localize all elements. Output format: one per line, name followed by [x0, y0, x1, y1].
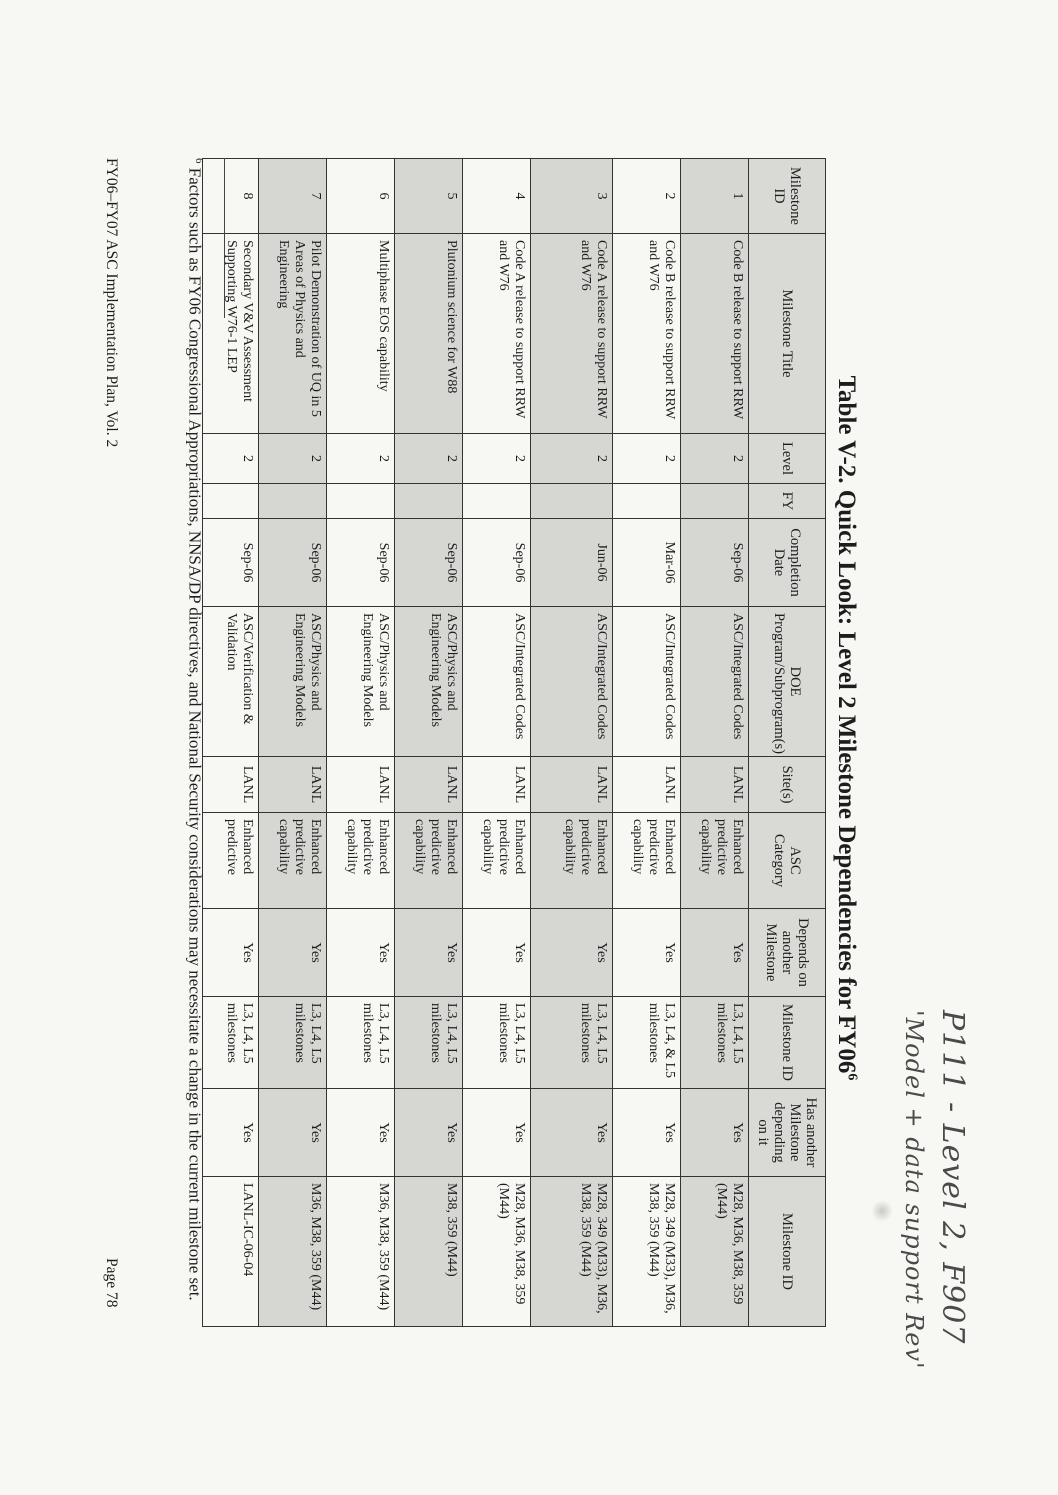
table-cell: Yes [395, 909, 463, 997]
table-cell: Sep-06 [259, 519, 327, 607]
table-cell: ASC/Physics and Engineering Models [395, 607, 463, 757]
table-cell: 2 [613, 434, 681, 484]
table-cell: Yes [259, 909, 327, 997]
table-cell: 5 [395, 159, 463, 234]
table-cell: Yes [463, 1089, 531, 1177]
table-cell: LANL [259, 757, 327, 813]
table-row [203, 159, 259, 1327]
header-cell: ASC Category [749, 813, 826, 909]
footnote-text: Factors such as FY06 Congressional Appropriations, NNSA/DP directives, and National Security considerations may necessitate a change in the current milestone set. [185, 167, 205, 1301]
table-cell: Secondary V&V Assessment Supporting W76-1 LEP [203, 234, 259, 434]
table-cell: Yes [613, 909, 681, 997]
table-cell: L3, L4, L5 milestones [395, 997, 463, 1089]
table-body [203, 159, 749, 1327]
table-cell: ASC/Physics and Engineering Models [259, 607, 327, 757]
table-cell: L3, L4, L5 milestones [681, 997, 749, 1089]
table-cell: Sep-06 [203, 519, 259, 607]
table-cell: 8 [203, 159, 259, 234]
footnote-divider [224, 158, 225, 318]
header-cell: Milestone Title [749, 234, 826, 434]
header-cell: Level [749, 434, 826, 484]
table-row [259, 159, 327, 1327]
table-cell: LANL [613, 757, 681, 813]
table-cell: LANL [395, 757, 463, 813]
table-row [327, 159, 395, 1327]
header-cell: Completion Date [749, 519, 826, 607]
table-cell [531, 484, 613, 519]
table-cell: Enhanced predictive capability [531, 813, 613, 909]
header-cell: DOE Program/Subprogram(s) [749, 607, 826, 757]
table-cell: LANL [327, 757, 395, 813]
table-cell: Plutonium science for W88 [395, 234, 463, 434]
handwritten-note-line1: P111 - Level 2, F907 [935, 1010, 970, 1345]
table-cell: M28, M36, M38, 359 (M44) [681, 1177, 749, 1327]
table-cell: Yes [531, 909, 613, 997]
table-cell: 2 [395, 434, 463, 484]
milestone-dependencies-table [202, 158, 826, 1327]
table-cell: Yes [681, 909, 749, 997]
table-cell: L3, L4, L5 milestones [463, 997, 531, 1089]
table-cell: Code A release to support RRW and W76 [463, 234, 531, 434]
table-cell: Enhanced predictive capability [681, 813, 749, 909]
table-cell: ASC/Integrated Codes [531, 607, 613, 757]
footer-document-title: FY06–FY07 ASC Implementation Plan, Vol. 2 [103, 158, 120, 448]
header-cell: Has another Milestone depending on it [749, 1089, 826, 1177]
table-cell: M28, 349 (M33), M36, M38, 359 (M44) [531, 1177, 613, 1327]
milestone-table-container [202, 158, 826, 1326]
table-cell: L3, L4, L5 milestones [203, 997, 259, 1089]
table-cell: Mar-06 [613, 519, 681, 607]
table-cell: Yes [463, 909, 531, 997]
table-cell: M36, M38, 359 (M44) [259, 1177, 327, 1327]
table-cell: L3, L4, L5 milestones [327, 997, 395, 1089]
table-cell: ASC/Integrated Codes [463, 607, 531, 757]
header-cell: FY [749, 484, 826, 519]
handwritten-note-line2: 'Model + data support Rev' [900, 1010, 928, 1370]
table-header-row [749, 159, 826, 1327]
table-cell: Yes [531, 1089, 613, 1177]
table-row [463, 159, 531, 1327]
table-cell [203, 484, 259, 519]
table-cell: ASC/Integrated Codes [681, 607, 749, 757]
table-cell: ASC/Verification & Validation [203, 607, 259, 757]
footer-page-number: Page 78 [103, 1258, 120, 1308]
header-cell: Depends on another Milestone [749, 909, 826, 997]
table-cell: LANL-IC-06-04 [203, 1177, 259, 1327]
table-cell: 2 [463, 434, 531, 484]
table-row [531, 159, 613, 1327]
header-cell: Milestone ID [749, 159, 826, 234]
table-cell: Yes [203, 1089, 259, 1177]
table-cell: Enhanced predictive capability [327, 813, 395, 909]
table-cell [259, 484, 327, 519]
table-title-text: Table V-2. Quick Look: Level 2 Milestone Dependencies for FY06 [833, 375, 860, 1074]
table-cell: 3 [531, 159, 613, 234]
table-cell: LANL [531, 757, 613, 813]
header-cell: Milestone ID [749, 1177, 826, 1327]
table-cell: Yes [395, 1089, 463, 1177]
header-cell: Milestone ID [749, 997, 826, 1089]
scan-smudge [871, 1200, 893, 1222]
table-cell: 1 [681, 159, 749, 234]
table-cell: Pilot Demonstration of UQ in 5 Areas of Physics and Engineering [259, 234, 327, 434]
table-cell: Code B release to support RRW and W76 [613, 234, 681, 434]
table-cell: 2 [681, 434, 749, 484]
title-footnote-mark: 6 [844, 1073, 860, 1081]
table-cell: Multiphase EOS capability [327, 234, 395, 434]
table-cell [463, 484, 531, 519]
table-cell: M38, 359 (M44) [395, 1177, 463, 1327]
table-cell: Yes [327, 909, 395, 997]
table-cell: Sep-06 [327, 519, 395, 607]
table-cell: 2 [203, 434, 259, 484]
table-title [832, 128, 860, 1328]
table-cell [681, 484, 749, 519]
table-cell: LANL [463, 757, 531, 813]
table-cell: Enhanced predictive capability [463, 813, 531, 909]
table-cell: Yes [327, 1089, 395, 1177]
table-row [395, 159, 463, 1327]
table-cell: LANL [681, 757, 749, 813]
table-cell: Sep-06 [463, 519, 531, 607]
table-cell [327, 484, 395, 519]
table-cell: 2 [613, 159, 681, 234]
table-cell [395, 484, 463, 519]
table-cell [613, 484, 681, 519]
table-cell: M36, M38, 359 (M44) [327, 1177, 395, 1327]
table-cell: Sep-06 [395, 519, 463, 607]
table-cell: 6 [327, 159, 395, 234]
table-cell: L3, L4, & L5 milestones [613, 997, 681, 1089]
table-cell: Code B release to support RRW [681, 234, 749, 434]
table-cell: Yes [203, 909, 259, 997]
table-cell: Enhanced predictive capability [259, 813, 327, 909]
table-row [681, 159, 749, 1327]
header-cell: Site(s) [749, 757, 826, 813]
table-cell: Jun-06 [531, 519, 613, 607]
table-cell: L3, L4, L5 milestones [259, 997, 327, 1089]
table-cell: 2 [531, 434, 613, 484]
table-cell: Sep-06 [681, 519, 749, 607]
table-cell: ASC/Integrated Codes [613, 607, 681, 757]
table-cell: M28, 349 (M33), M36, M38, 359 (M44) [613, 1177, 681, 1327]
table-cell: Enhanced predictive capability [613, 813, 681, 909]
table-cell: 2 [259, 434, 327, 484]
table-cell: Yes [259, 1089, 327, 1177]
table-cell: Enhanced predictive capability [395, 813, 463, 909]
table-cell: Code A release to support RRW and W76 [531, 234, 613, 434]
table-row [613, 159, 681, 1327]
table-cell: L3, L4, L5 milestones [531, 997, 613, 1089]
table-cell: Yes [681, 1089, 749, 1177]
footnote [183, 158, 210, 1338]
table-cell: M28, M36, M38, 359 (M44) [463, 1177, 531, 1327]
table-cell: LANL [203, 757, 259, 813]
table-cell: 7 [259, 159, 327, 234]
table-cell: 4 [463, 159, 531, 234]
table-cell: ASC/Physics and Engineering Models [327, 607, 395, 757]
table-cell: Enhanced predictive [203, 813, 259, 909]
footnote-mark: 6 [193, 158, 205, 164]
table-cell: 2 [327, 434, 395, 484]
table-cell: Yes [613, 1089, 681, 1177]
